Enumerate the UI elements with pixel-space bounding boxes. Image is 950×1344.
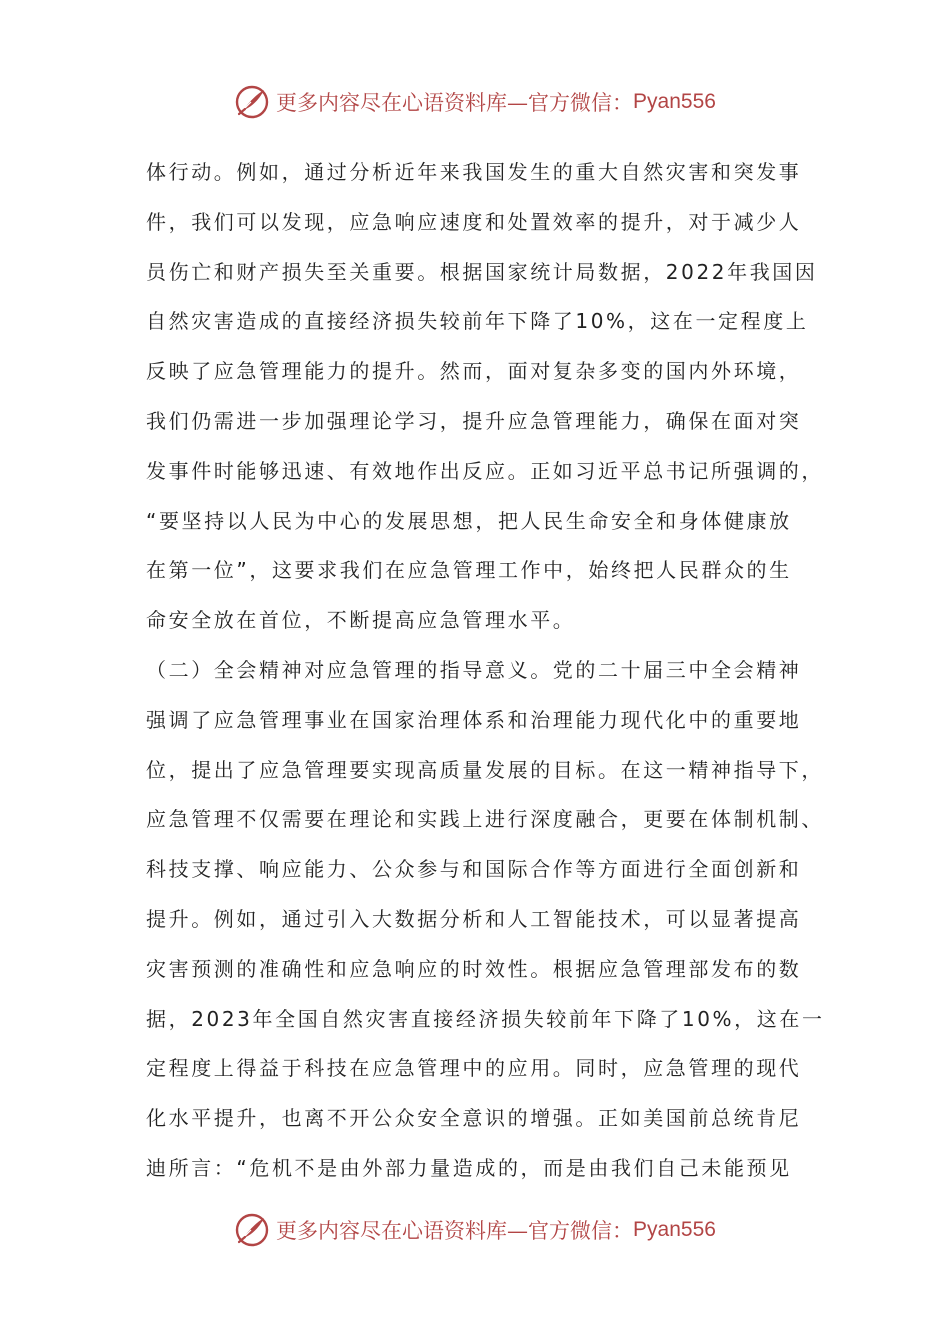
banner-wechat-handle: Pyan556 xyxy=(633,90,716,113)
banner-text: 更多内容尽在心语资料库—官方微信： xyxy=(276,91,634,115)
text-line: 体行动。例如，通过分析近年来我国发生的重大自然灾害和突发事 xyxy=(146,160,802,184)
banner-wechat-handle: Pyan556 xyxy=(633,1218,716,1241)
quill-logo-icon xyxy=(234,84,270,120)
text-line: “要坚持以人民为中心的发展思想，把人民生命安全和身体健康放 xyxy=(146,508,792,533)
banner-text: 更多内容尽在心语资料库—官方微信： xyxy=(276,1219,634,1243)
text-line: 在第一位”，这要求我们在应急管理工作中，始终把人民群众的生 xyxy=(146,558,792,583)
text-line: 化水平提升，也离不开公众安全意识的增强。正如美国前总统肯尼 xyxy=(146,1106,802,1131)
quill-logo-icon xyxy=(234,1212,270,1248)
document-body xyxy=(146,148,826,1194)
text-line: 迪所言：“危机不是由外部力量造成的，而是由我们自己未能预见 xyxy=(146,1155,792,1180)
text-line: 应急管理不仅需要在理论和实践上进行深度融合，更要在体制机制、 xyxy=(146,807,824,832)
text-line: 件，我们可以发现，应急响应速度和处置效率的提升，对于减少人 xyxy=(146,209,802,234)
text-line: 员伤亡和财产损失至关重要。根据国家统计局数据，2022年我国因 xyxy=(146,259,818,284)
text-line: 强调了应急管理事业在国家治理体系和治理能力现代化中的重要地 xyxy=(146,707,802,732)
text-line: 灾害预测的准确性和应急响应的时效性。根据应急管理部发布的数 xyxy=(146,956,802,981)
text-line: 命安全放在首位，不断提高应急管理水平。 xyxy=(146,608,576,633)
text-line: 科技支撑、响应能力、公众参与和国际合作等方面进行全面创新和 xyxy=(146,857,802,882)
text-line: 我们仍需进一步加强理论学习，提升应急管理能力，确保在面对突 xyxy=(146,408,802,433)
section-heading-line: （二）全会精神对应急管理的指导意义。党的二十届三中全会精神 xyxy=(146,657,802,682)
header-watermark-banner xyxy=(0,82,950,122)
text-line: 自然灾害造成的直接经济损失较前年下降了10%，这在一定程度上 xyxy=(146,309,809,334)
text-line: 据，2023年全国自然灾害直接经济损失较前年下降了10%，这在一 xyxy=(146,1006,825,1031)
text-line: 发事件时能够迅速、有效地作出反应。正如习近平总书记所强调的， xyxy=(146,458,824,483)
text-line: 反映了应急管理能力的提升。然而，面对复杂多变的国内外环境， xyxy=(146,359,802,384)
footer-watermark-banner xyxy=(0,1210,950,1250)
text-line: 位，提出了应急管理要实现高质量发展的目标。在这一精神指导下， xyxy=(146,757,824,782)
text-line: 提升。例如，通过引入大数据分析和人工智能技术，可以显著提高 xyxy=(146,906,802,931)
text-line: 定程度上得益于科技在应急管理中的应用。同时，应急管理的现代 xyxy=(146,1056,802,1081)
